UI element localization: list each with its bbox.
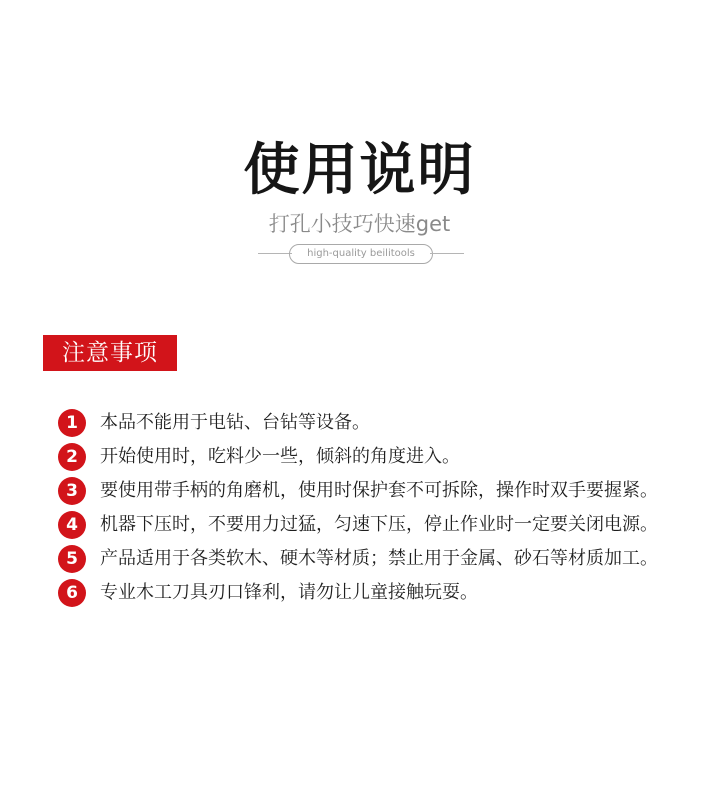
note-item (58, 406, 688, 440)
note-item (58, 440, 688, 474)
note-number-badge: 6 (58, 579, 86, 607)
note-item (58, 576, 688, 610)
notes-list (58, 406, 688, 610)
section-heading: 注意事项 (43, 335, 177, 371)
note-number-badge: 5 (58, 545, 86, 573)
note-number-badge: 1 (58, 409, 86, 437)
note-item (58, 542, 688, 576)
tagline-divider-left (258, 253, 292, 254)
note-text: 专业木工刀具刃口锋利，请勿让儿童接触玩耍。 (100, 582, 478, 603)
note-text: 要使用带手柄的角磨机，使用时保护套不可拆除，操作时双手要握紧。 (100, 480, 658, 501)
note-number-badge: 4 (58, 511, 86, 539)
note-number-badge: 2 (58, 443, 86, 471)
note-item (58, 474, 688, 508)
page-subtitle: 打孔小技巧快速get (268, 212, 451, 236)
page-title: 使用说明 (243, 138, 476, 203)
note-text: 开始使用时，吃料少一些，倾斜的角度进入。 (100, 446, 460, 467)
note-number-badge: 3 (58, 477, 86, 505)
tagline-divider-right (430, 253, 464, 254)
note-text: 机器下压时，不要用力过猛，匀速下压，停止作业时一定要关闭电源。 (100, 514, 658, 535)
tagline-pill: high-quality beilitools (289, 244, 433, 264)
note-item (58, 508, 688, 542)
note-text: 产品适用于各类软木、硬木等材质；禁止用于金属、砂石等材质加工。 (100, 548, 658, 569)
note-text: 本品不能用于电钻、台钻等设备。 (100, 412, 370, 433)
tagline-row (258, 244, 464, 264)
